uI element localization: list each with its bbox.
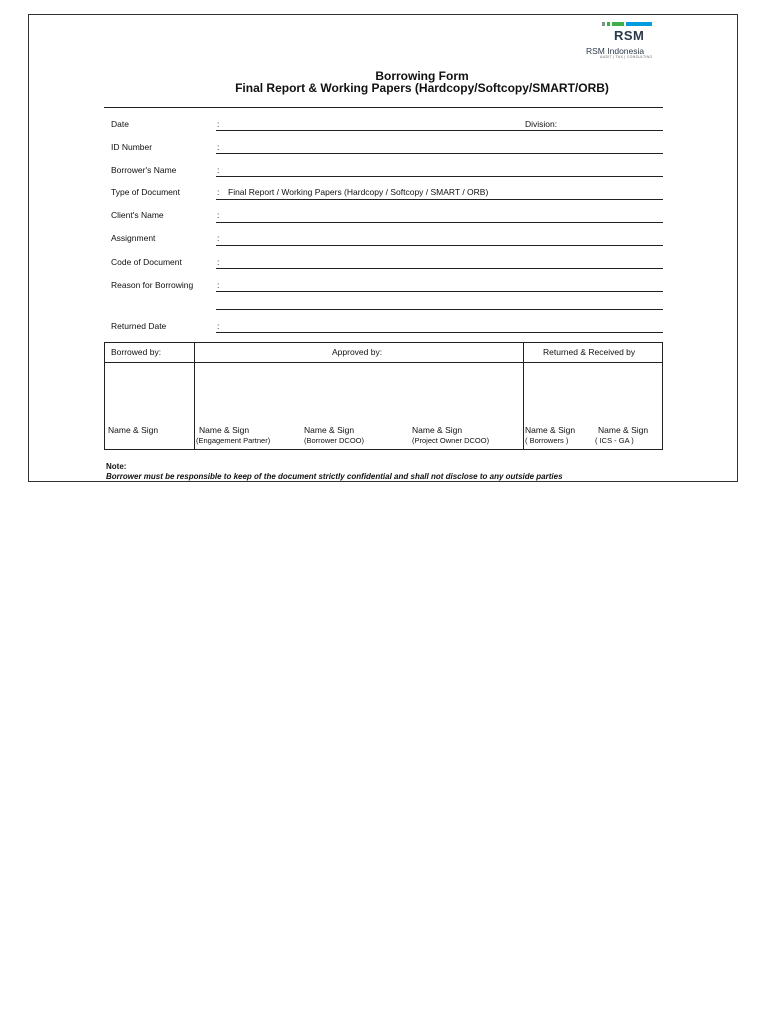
assignment-label: Assignment xyxy=(111,233,156,243)
borrower-name-label: Borrower's Name xyxy=(111,165,177,175)
logo-color-bars xyxy=(602,22,652,26)
type-of-document-value: Final Report / Working Papers (Hardcopy / Softcopy / SMART / ORB) xyxy=(228,187,489,197)
borrowers-sign-label: Name & Sign xyxy=(525,425,576,435)
logo-brand: RSM xyxy=(614,28,645,43)
rsm-logo xyxy=(586,20,656,60)
returned-date-colon: : xyxy=(217,321,220,331)
reason-colon: : xyxy=(217,280,220,290)
borrower-dcoo-role: (Borrower DCOO) xyxy=(304,436,365,445)
table-column-divider xyxy=(523,343,524,449)
title-divider xyxy=(104,107,663,108)
id-number-colon: : xyxy=(217,142,220,152)
type-of-document-field[interactable] xyxy=(216,199,663,200)
type-of-document-label: Type of Document xyxy=(111,187,180,197)
id-number-field[interactable] xyxy=(216,153,663,154)
returned-received-by-header: Returned & Received by xyxy=(543,347,636,357)
ics-ga-role: ( ICS - GA ) xyxy=(595,436,634,445)
returned-date-field[interactable] xyxy=(216,332,663,333)
project-owner-dcoo-role: (Project Owner DCOO) xyxy=(412,436,490,445)
reason-field-line-1[interactable] xyxy=(216,291,663,292)
ics-ga-sign-label: Name & Sign xyxy=(598,425,649,435)
client-name-colon: : xyxy=(217,210,220,220)
client-name-field[interactable] xyxy=(216,222,663,223)
form-title: Borrowing Form xyxy=(375,69,469,83)
date-colon: : xyxy=(217,119,220,129)
type-of-document-colon: : xyxy=(217,187,220,197)
engagement-partner-role: (Engagement Partner) xyxy=(196,436,271,445)
code-of-document-field[interactable] xyxy=(216,268,663,269)
returned-date-label: Returned Date xyxy=(111,321,167,331)
approved-by-header: Approved by: xyxy=(332,347,383,357)
client-name-label: Client's Name xyxy=(111,210,164,220)
id-number-label: ID Number xyxy=(111,142,153,152)
engagement-partner-sign-label: Name & Sign xyxy=(199,425,250,435)
borrower-dcoo-sign-label: Name & Sign xyxy=(304,425,355,435)
form-subtitle: Final Report & Working Papers (Hardcopy/Softcopy/SMART/ORB) xyxy=(235,81,609,95)
table-header-divider xyxy=(105,362,662,363)
code-of-document-label: Code of Document xyxy=(111,257,182,267)
note-text: Borrower must be responsible to keep of the document strictly confidential and shall not disclose to any outside parties xyxy=(106,472,563,481)
borrower-name-colon: : xyxy=(217,165,220,175)
logo-name: RSM Indonesia xyxy=(586,46,645,56)
project-owner-dcoo-sign-label: Name & Sign xyxy=(412,425,463,435)
signature-table xyxy=(104,342,663,450)
date-label: Date xyxy=(111,119,129,129)
assignment-field[interactable] xyxy=(216,245,663,246)
reason-label: Reason for Borrowing xyxy=(111,280,194,290)
note-label: Note: xyxy=(106,462,127,471)
borrower-sign-label: Name & Sign xyxy=(108,425,159,435)
borrowed-by-header: Borrowed by: xyxy=(111,347,162,357)
borrower-name-field[interactable] xyxy=(216,176,663,177)
reason-field-line-2[interactable] xyxy=(216,309,663,310)
date-field[interactable] xyxy=(216,130,663,131)
division-label: Division: xyxy=(525,119,558,129)
borrowers-role: ( Borrowers ) xyxy=(525,436,569,445)
assignment-colon: : xyxy=(217,233,220,243)
logo-tagline: AUDIT | TAX | CONSULTING xyxy=(600,55,653,59)
code-of-document-colon: : xyxy=(217,257,220,267)
table-column-divider xyxy=(194,343,195,449)
